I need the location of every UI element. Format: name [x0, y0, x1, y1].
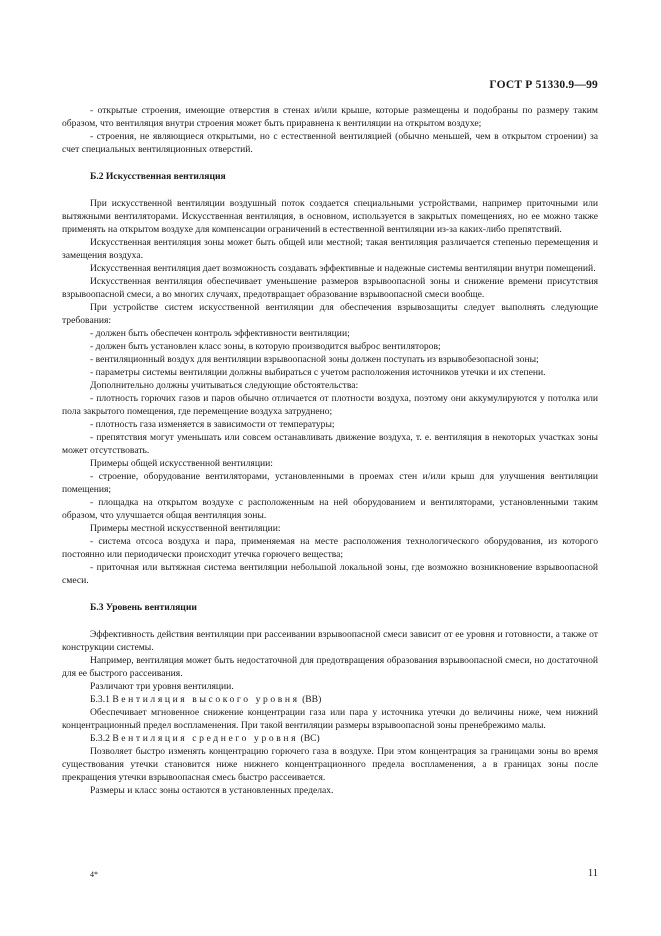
signature-mark: 4*: [90, 870, 98, 879]
paragraph: - открытые строения, имеющие отверстия в стенах и/или крыше, которые размещены и подобраны по размеру таким образом, что вентиляция внутри строения может быть приравнена к вентиляции на открытом воздухе;: [62, 105, 598, 129]
list-item: - плотность горючих газов и паров обычно отличается от плотности воздуха, поэтому они аккумулируются у потолка или пола закрытого помещения, где перемещение воздуха затруднено;: [62, 393, 598, 417]
subsection-abbr: (ВС): [300, 733, 320, 744]
subsection-number: Б.3.2: [90, 733, 110, 744]
paragraph: Различают три уровня вентиляции.: [90, 681, 234, 692]
list-item: - плотность газа изменяется в зависимости от температуры;: [90, 419, 335, 430]
list-item: - должен быть обеспечен контроль эффективности вентиляции;: [90, 328, 350, 339]
document-id-header: ГОСТ Р 51330.9—99: [489, 79, 598, 91]
paragraph: При искусственной вентиляции воздушный поток создается специальными устройствами, например приточными или вытяжными вентиляторами. Искусственная вентиляция, в основном, используется в закрытых помещениях, но ее можно также применять на открытом воздухе для компенсации ограничений в естественной вентиляции из-за каких-либо препятствий.: [62, 198, 598, 235]
document-body: [62, 104, 598, 797]
subsection-title: Вентиляция высокого уровня: [112, 694, 300, 705]
paragraph: Эффективность действия вентиляции при рассеивании взрывоопасной смеси зависит от ее уровня и готовности, а также от конструкции системы.: [62, 629, 598, 653]
list-item: - приточная или вытяжная система вентиляции небольшой локальной зоны, где возможно возникновение взрывоопасной смеси.: [62, 562, 598, 586]
paragraph: Размеры и класс зоны остаются в установленных пределах.: [90, 785, 334, 796]
paragraph: Примеры местной искусственной вентиляции:: [90, 523, 281, 534]
section-heading-b2: Б.2 Искусственная вентиляция: [90, 171, 226, 182]
list-item: - должен быть установлен класс зоны, в которую производится выброс вентиляторов;: [90, 341, 441, 352]
list-item: - строение, оборудование вентиляторами, установленными в проемах стен и/или крыш для улучшения вентиляции помещения;: [62, 471, 598, 495]
subsection-title: Вентиляция среднего уровня: [112, 733, 299, 744]
paragraph: Например, вентиляция может быть недостаточной для предотвращения образования взрывоопасной смеси, но достаточной для ее быстрого рассеивания.: [62, 655, 598, 679]
list-item: - площадка на открытом воздухе с расположенным на ней оборудованием и вентиляторами, установленными таким образом, что улучшается общая вентиляция зоны.: [62, 497, 598, 521]
list-item: - параметры системы вентиляции должны выбираться с учетом расположения источников утечки и их степени.: [90, 367, 546, 378]
subsection-number: Б.3.1: [90, 694, 110, 705]
paragraph: Дополнительно должны учитываться следующие обстоятельства:: [90, 380, 359, 391]
paragraph: При устройстве систем искусственной вентиляции для обеспечения взрывозащиты следует выполнять следующие требования:: [62, 302, 598, 326]
list-item: - система отсоса воздуха и пара, применяемая на месте расположения технологического оборудования, из которого постоянно или периодически происходит утечка горючего вещества;: [62, 536, 598, 560]
paragraph: Искусственная вентиляция дает возможность создавать эффективные и надежные системы вентиляции внутри помещений.: [90, 263, 596, 274]
section-heading-b3: Б.3 Уровень вентиляции: [90, 602, 197, 613]
paragraph: Обеспечивает мгновенное снижение концентрации газа или пара у источника утечки до величины ниже, чем нижний концентрационный предел воспламенения. При такой вентиляции размеры взрывоопасной зоны пренебрежимо малы.: [62, 707, 598, 731]
paragraph: - строения, не являющиеся открытыми, но с естественной вентиляцией (обычно меньшей, чем в открытом строении) за счет специальных вентиляционных отверстий.: [62, 131, 598, 155]
list-item: - вентиляционный воздух для вентиляции взрывоопасной зоны должен поступать из взрывобезопасной зоны;: [90, 354, 539, 365]
subsection-heading-b31: [62, 693, 598, 706]
paragraph: Позволяет быстро изменять концентрацию горючего газа в воздухе. При этом концентрация за границами зоны во время существования утечки становится ниже нижнего концентрационного предела воспламенения, а в границах зоны после прекращения утечки взрывоопасная смесь быстро рассеивается.: [62, 746, 598, 783]
subsection-heading-b32: [62, 732, 598, 745]
paragraph: Искусственная вентиляция зоны может быть общей или местной; такая вентиляция различается степенью перемещения и замещения воздуха.: [62, 237, 598, 261]
list-item: - препятствия могут уменьшать или совсем останавливать движение воздуха, т. е. вентиляция в некоторых участках зоны может отсутствовать.: [62, 432, 598, 456]
subsection-abbr: (ВВ): [302, 694, 322, 705]
paragraph: Примеры общей искусственной вентиляции:: [90, 458, 273, 469]
page-number: 11: [587, 868, 598, 879]
paragraph: Искусственная вентиляция обеспечивает уменьшение размеров взрывоопасной зоны и снижение времени присутствия взрывоопасной смеси, а во многих случаях, предотвращает образование взрывоопасной смеси вообще.: [62, 276, 598, 300]
